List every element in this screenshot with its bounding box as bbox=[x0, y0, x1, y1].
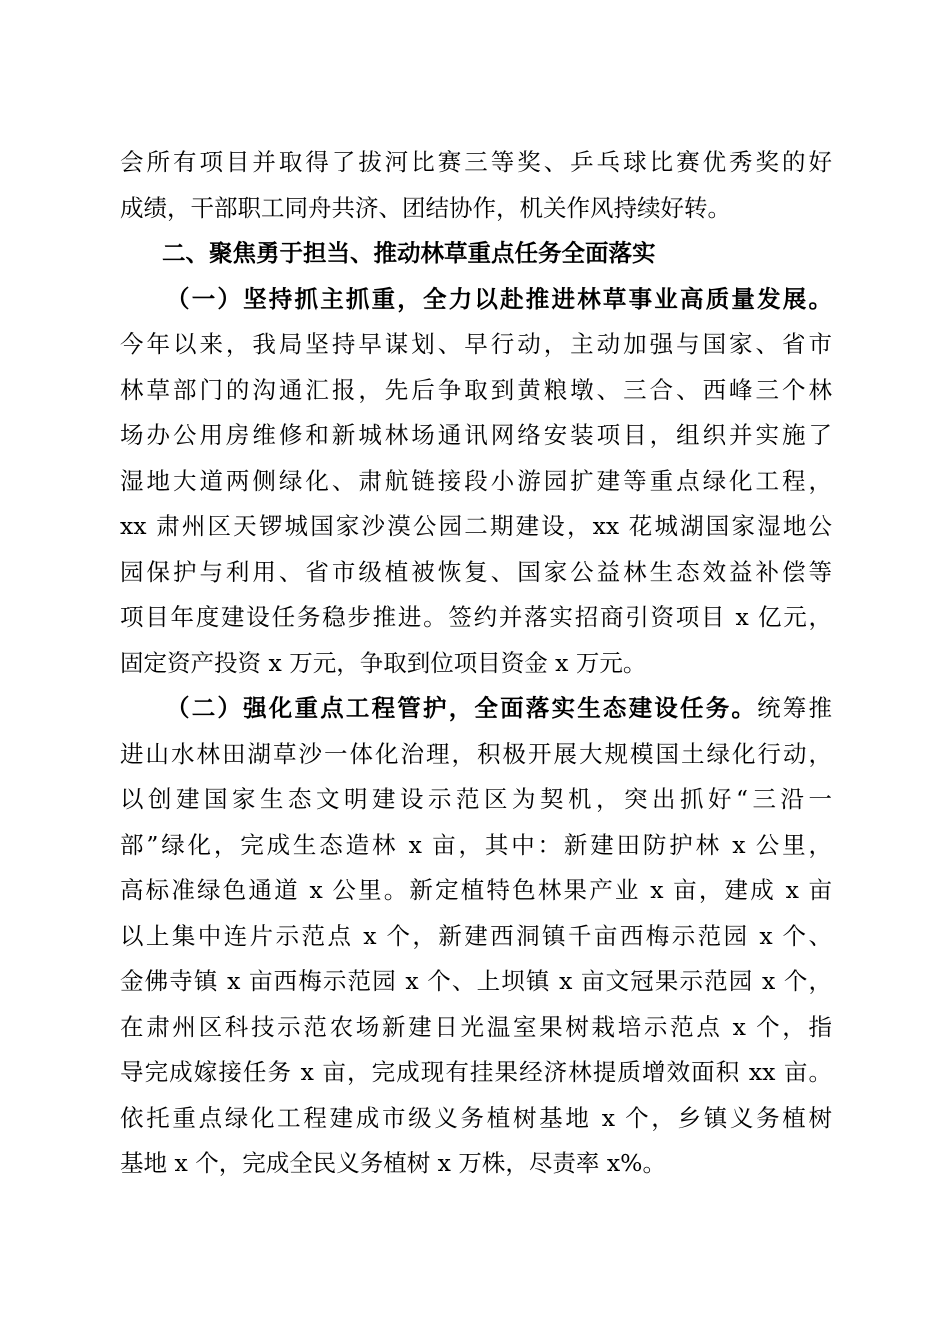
body-line: 在肃州区科技示范农场新建日光温室果树栽培示范点 x 个，指 bbox=[120, 1013, 832, 1041]
body-line: 今年以来，我局坚持早谋划、早行动，主动加强与国家、省市 bbox=[120, 330, 832, 358]
body-line: 以上集中连片示范点 x 个，新建西洞镇千亩西梅示范园 x 个、 bbox=[120, 922, 832, 950]
body-line: 基地 x 个，完成全民义务植树 x 万株，尽责率 x%。 bbox=[120, 1149, 666, 1177]
body-line: 依托重点绿化工程建成市级义务植树基地 x 个，乡镇义务植树 bbox=[120, 1104, 832, 1132]
body-line: 湿地大道两侧绿化、肃航链接段小游园扩建等重点绿化工程， bbox=[120, 467, 832, 495]
subsection-heading: （一）坚持抓主抓重，全力以赴推进林草事业高质量发展。 bbox=[166, 285, 832, 313]
body-text: 统筹推 bbox=[757, 694, 833, 722]
subsection-heading: （二）强化重点工程管护，全面落实生态建设任务。 bbox=[166, 694, 758, 722]
body-line: 进山水林田湖草沙一体化治理，积极开展大规模国土绿化行动， bbox=[120, 740, 832, 768]
body-line: 成绩，干部职工同舟共济、团结协作，机关作风持续好转。 bbox=[120, 194, 731, 222]
body-line: 金佛寺镇 x 亩西梅示范园 x 个、上坝镇 x 亩文冠果示范园 x 个， bbox=[120, 967, 832, 995]
body-line: 场办公用房维修和新城林场通讯网络安装项目，组织并实施了 bbox=[120, 421, 832, 449]
body-line: 园保护与利用、省市级植被恢复、国家公益林生态效益补偿等 bbox=[120, 558, 832, 586]
body-line: 项目年度建设任务稳步推进。签约并落实招商引资项目 x 亿元， bbox=[120, 603, 832, 631]
body-line: xx 肃州区天锣城国家沙漠公园二期建设，xx 花城湖国家湿地公 bbox=[120, 512, 832, 540]
body-line: 会所有项目并取得了拔河比赛三等奖、乒乓球比赛优秀奖的好 bbox=[120, 148, 832, 176]
body-line: 高标准绿色通道 x 公里。新定植特色林果产业 x 亩，建成 x 亩 bbox=[120, 876, 832, 904]
section-heading: 二、聚焦勇于担当、推动林草重点任务全面落实 bbox=[162, 239, 656, 267]
paragraph-opening-line bbox=[166, 693, 832, 723]
body-line: 导完成嫁接任务 x 亩，完成现有挂果经济林提质增效面积 xx 亩。 bbox=[120, 1058, 832, 1086]
body-line: 部”绿化，完成生态造林 x 亩，其中：新建田防护林 x 公里， bbox=[120, 831, 832, 859]
body-line: 以创建国家生态文明建设示范区为契机，突出抓好“三沿一 bbox=[120, 785, 832, 813]
body-line: 林草部门的沟通汇报，先后争取到黄粮墩、三合、西峰三个林 bbox=[120, 376, 832, 404]
body-line: 固定资产投资 x 万元，争取到位项目资金 x 万元。 bbox=[120, 649, 647, 677]
